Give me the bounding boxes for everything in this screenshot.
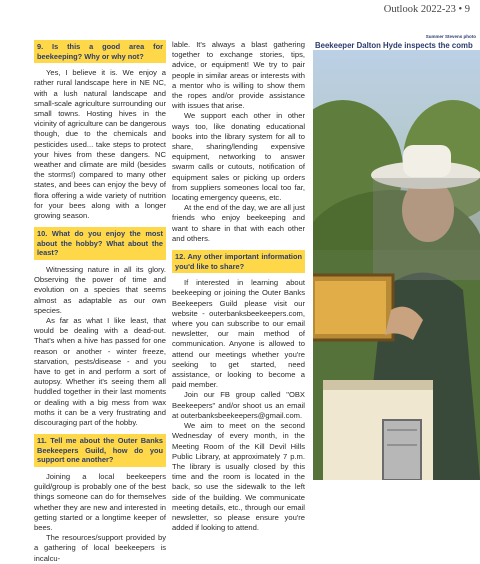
answer-12-part2: Join our FB group called "OBX Beekeepers" and/or shoot us an email at outerbanksbeekeepers@gmail.com.	[172, 390, 305, 420]
column-left	[34, 40, 166, 564]
question-12-heading: 12. Any other important information you'd like to share?	[172, 250, 305, 273]
answer-11-part3: We support each other in other ways too, like donating educational books into the library system for all to share, sharing/lending expensive equipment, networking to answer swarm calls or cutouts, notification of equipment sales or picking up orders from suppliers someones local too far, locating emergency queens, etc.	[172, 111, 305, 203]
answer-12-part3: We aim to meet on the second Wednesday of every month, in the Meeting Room of the Kill Devil Hills Public Library, at approximately 7 p.m. The library is usually closed by this time and the room is located in the back, so use the sidewalk to the left side of the building. We communicate meeting details, etc., through our email newsletter, so please ensure you're added if looking to attend.	[172, 421, 305, 533]
answer-11-continued: lable. It's always a blast gathering together to exchange stories, tips, advice, or equipment! We try to pair people in similar areas or interests with a mentor who is willing to show them the ropes and/or provide assistance with issues that arise.	[172, 40, 305, 111]
answer-11-part4: At the end of the day, we are all just friends who enjoy beekeeping and want to share in that with each other and others.	[172, 203, 305, 243]
beekeeper-photo	[313, 50, 480, 480]
question-10-heading: 10. What do you enjoy the most about the hobby? What about the least?	[34, 227, 166, 260]
answer-9: Yes, I believe it is. We enjoy a rather rural landscape here in NE NC, with a lush natural landscape and small-scale agriculture surrounding our small towns. Hosting hives in the vicinity of agriculture can be dangerous though, due to the chemicals and pesticides used... take steps to protect your hives from these dangers. NC weather and climate are mild (besides the storms!) compared to many other states, and bees can enjoy the bevy of flora offering a wide variety of nutrition for your bees along with a longer growing season.	[34, 68, 166, 221]
beekeeper-illustration	[313, 50, 480, 480]
question-11-heading: 11. Tell me about the Outer Banks Beekeepers Guild, how do you support one another?	[34, 434, 166, 467]
answer-10-part1: Witnessing nature in all its glory. Observing the power of time and evolution on a species that seems almost as adaptable as our own species.	[34, 265, 166, 315]
answer-11-part2: The resources/support provided by a gathering of local beekeepers is incalcu-	[34, 533, 166, 563]
photo-caption: Beekeeper Dalton Hyde inspects the comb	[315, 41, 473, 50]
page-header: Outlook 2022-23 • 9	[383, 4, 470, 15]
column-middle	[172, 40, 305, 533]
photo-credit: Summer Stevens photo	[425, 34, 476, 39]
question-9-heading: 9. Is this a good area for beekeeping? Why or why not?	[34, 40, 166, 63]
answer-12-part1: If interested in learning about beekeeping or joining the Outer Banks Beekeepers Guild please visit our website - outerbanksbeekeepers.com, where you can subscribe to our email newsletter, our main method of communication. Anyone is allowed to attend our meetings whether you're seeking to get started, need assistance, or looking to become a paid member.	[172, 278, 305, 390]
answer-11-part1: Joining a local beekeepers guild/group is probably one of the best things someone can do for themselves whether they are new and interested in getting started or a longtime keeper of bees.	[34, 472, 166, 533]
answer-10-part2: As far as what I like least, that would be dealing with a dead-out. That's when a hive has passed for one reason or another - winter freeze, starvation, pests/disease - and you have to get in and perform a sort of autopsy. Whether it's seeing them all huddled together in their last moments or dealing with a big mess from wax moths it can be a very frustrating and discouraging part of the hobby.	[34, 316, 166, 428]
